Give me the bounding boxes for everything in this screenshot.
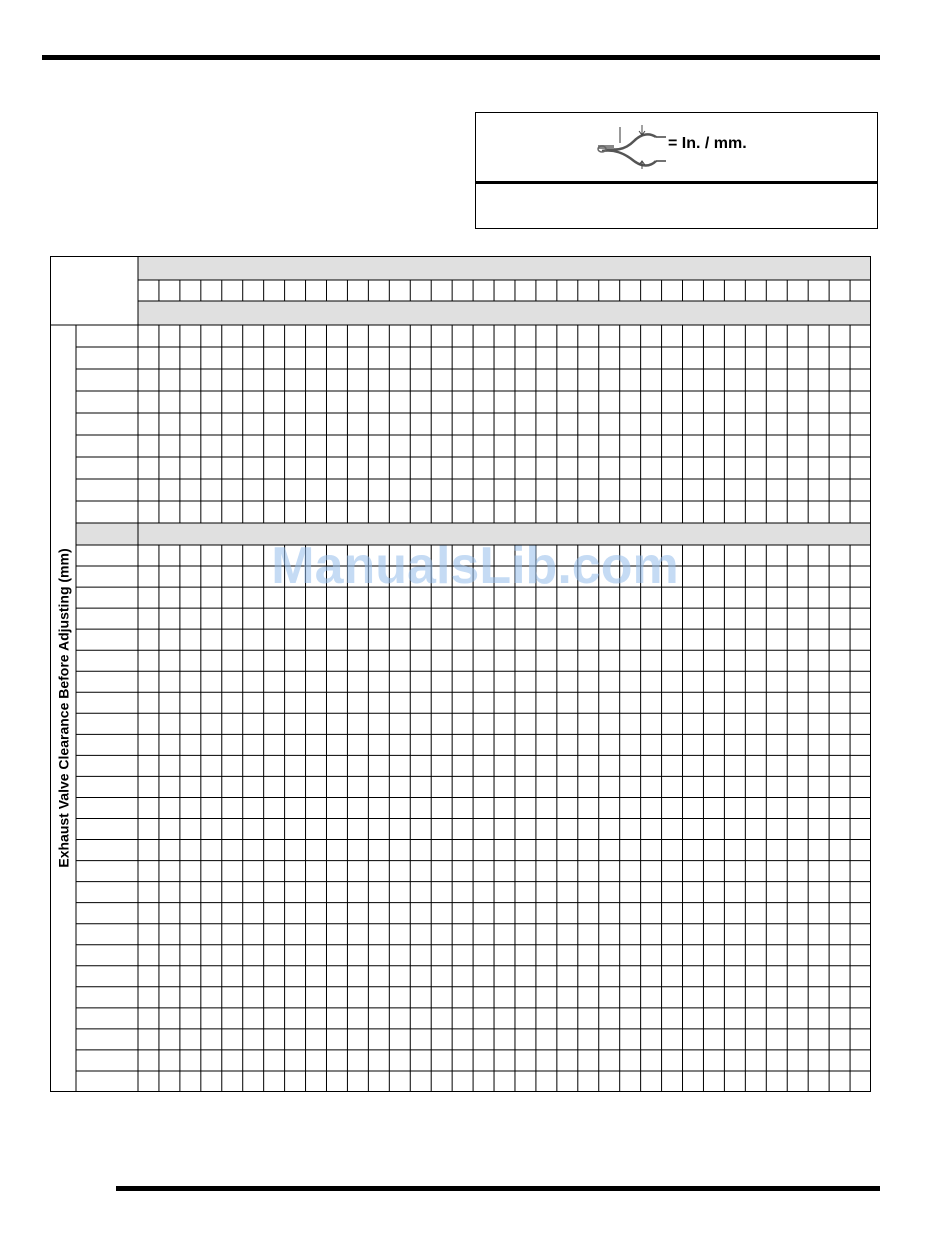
gauge-legend-header	[476, 113, 877, 182]
valve-clearance-grid	[50, 256, 871, 1092]
valve-clearance-table	[50, 256, 871, 1092]
gauge-legend-box	[475, 112, 878, 229]
header-bar-sub	[138, 301, 871, 325]
gauge-divider	[476, 181, 877, 184]
gauge-unit-label: = In. / mm.	[668, 135, 747, 152]
top-rule	[42, 55, 880, 60]
watermark: ManualsLib.com	[271, 537, 679, 595]
side-axis-label-text: Exhaust Valve Clearance Before Adjusting (mm)	[56, 548, 72, 868]
bottom-rule	[116, 1186, 880, 1191]
header-bar-top	[138, 256, 871, 280]
feeler-gauge-icon	[594, 121, 668, 169]
section-divider-bar	[76, 523, 871, 545]
